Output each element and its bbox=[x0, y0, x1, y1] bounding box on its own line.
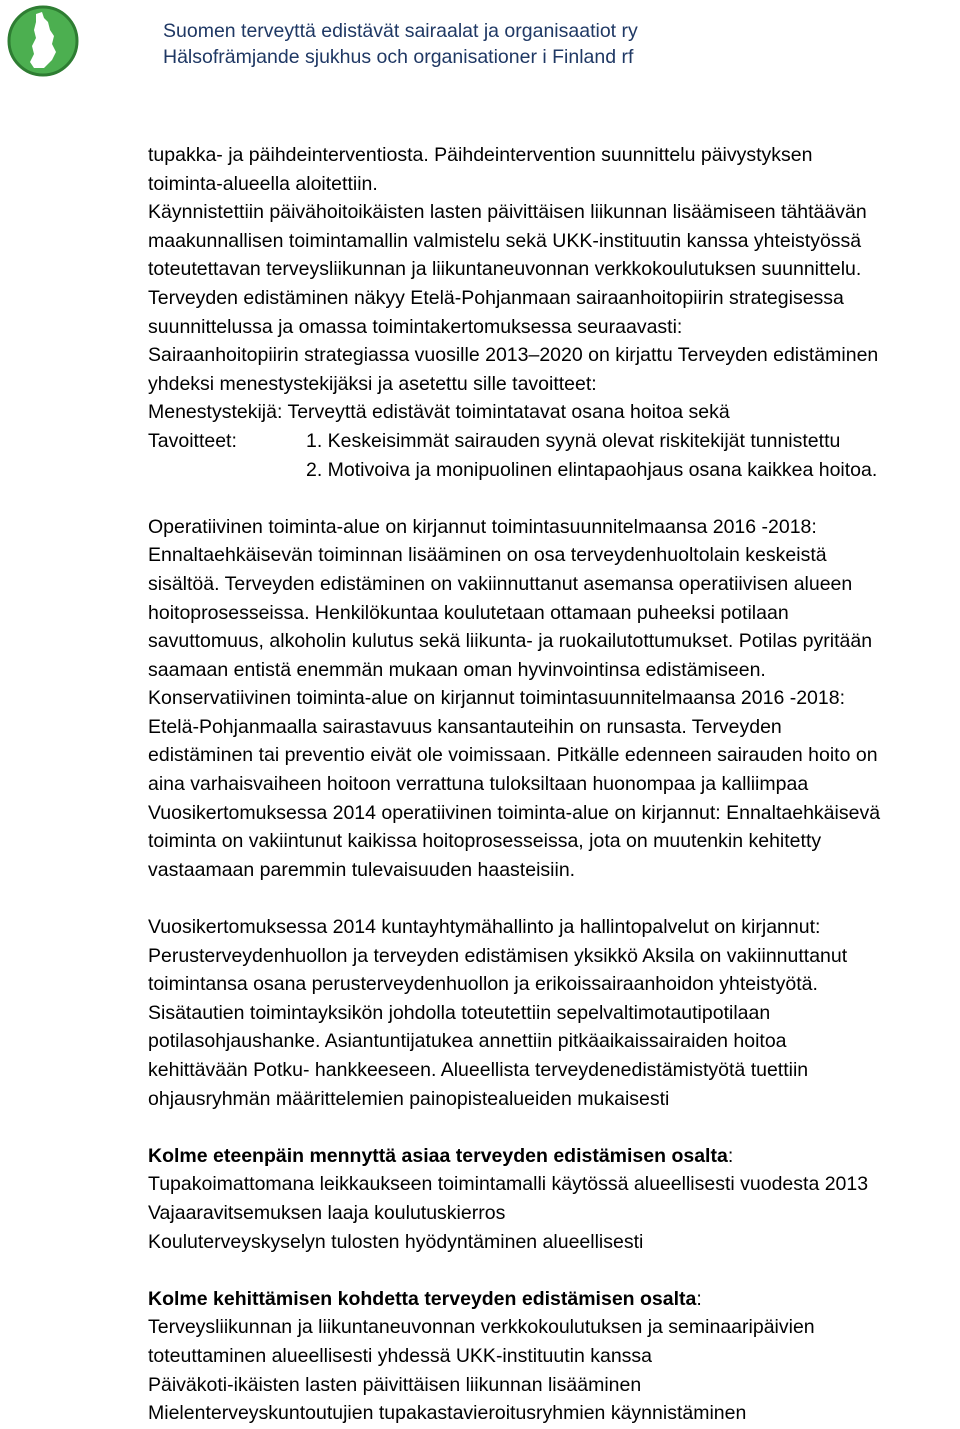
text-line: kehittävään Potku- hankkeeseen. Alueellista terveydenedistämistyötä tuettiin bbox=[148, 1059, 809, 1081]
goal-2: 2. Motivoiva ja monipuolinen elintapaohjaus osana kaikkea hoitoa. bbox=[306, 458, 878, 481]
text-line: Konservatiivinen toiminta-alue on kirjannut toimintasuunnitelmaansa 2016 -2018: bbox=[148, 687, 846, 710]
finland-map-logo-icon bbox=[6, 4, 80, 78]
organization-name bbox=[163, 18, 638, 70]
list-item: Kouluterveyskyselyn tulosten hyödyntäminen alueellisesti bbox=[148, 1230, 644, 1253]
text-line: potilasohjaushanke. Asiantuntijatukea annettiin pitkäaikaissairaiden hoitoa bbox=[148, 1030, 787, 1053]
paragraph-3 bbox=[148, 913, 960, 1113]
list-item: Tupakoimattomana leikkaukseen toimintamalli käytössä alueellisesti vuodesta 2013 bbox=[148, 1173, 869, 1196]
section-achievements bbox=[148, 1142, 960, 1256]
heading-colon: : bbox=[696, 1287, 702, 1310]
achievements-heading-text: Kolme eteenpäin mennyttä asiaa terveyden edistämisen osalta bbox=[148, 1144, 728, 1167]
text-line: toimintansa osana perusterveydenhuollon ja erikoissairaanhoidon yhteistyötä. bbox=[148, 973, 818, 996]
text-line: saamaan entistä enemmän mukaan oman hyvinvointinsa edistämiseen. bbox=[148, 658, 766, 681]
development-heading-text: Kolme kehittämisen kohdetta terveyden edistämisen osalta bbox=[148, 1287, 697, 1310]
heading-colon: : bbox=[727, 1144, 734, 1167]
text-line: suunnittelussa ja omassa toimintakertomuksessa seuraavasti: bbox=[148, 315, 683, 338]
org-name-swedish: Hälsofrämjande sjukhus och organisationer i Finland rf bbox=[163, 46, 634, 68]
text-line: Ennaltaehkäisevän toiminnan lisääminen on osa terveydenhuoltolain keskeistä bbox=[148, 544, 827, 567]
text-line: Terveyden edistäminen näkyy Etelä-Pohjanmaan sairaanhoitopiirin strategisessa bbox=[148, 286, 844, 309]
text-line: sisältöä. Terveyden edistäminen on vakiinnuttanut asemansa operatiivisen alueen bbox=[148, 572, 853, 595]
goal-1: 1. Keskeisimmät sairauden syynä olevat riskitekijät tunnistettu bbox=[306, 429, 841, 452]
development-heading bbox=[148, 1285, 960, 1314]
text-line: toiminta-alueella aloitettiin. bbox=[148, 172, 378, 195]
achievements-heading bbox=[148, 1142, 960, 1171]
list-item: Päiväkoti-ikäisten lasten päivittäisen liikunnan lisääminen bbox=[148, 1373, 642, 1396]
text-line: Menestystekijä: Terveyttä edistävät toimintatavat osana hoitoa sekä bbox=[148, 401, 730, 424]
text-line: savuttomuus, alkoholin kulutus sekä liikunta- ja ruokailutottumukset. Potilas pyritään bbox=[148, 630, 873, 653]
org-name-finnish: Suomen terveyttä edistävät sairaalat ja organisaatiot ry bbox=[163, 20, 638, 42]
goal-line-1 bbox=[148, 427, 960, 456]
text-line: aina varhaisvaiheen hoitoon verrattuna tuloksiltaan huonompaa ja kalliimpaa bbox=[148, 773, 809, 796]
text-line: vastaamaan paremmin tulevaisuuden haasteisiin. bbox=[148, 858, 576, 881]
text-line: yhdeksi menestystekijäksi ja asetettu sille tavoitteet: bbox=[148, 372, 597, 395]
text-line: toiminta on vakiintunut kaikissa hoitoprosesseissa, jota on muutenkin kehitetty bbox=[148, 830, 822, 853]
text-line: hoitoprosesseissa. Henkilökuntaa koulutetaan ottamaan puheeksi potilaan bbox=[148, 601, 789, 624]
text-line: Vuosikertomuksessa 2014 operatiivinen toiminta-alue on kirjannut: Ennaltaehkäisevä bbox=[148, 801, 881, 824]
text-line: tupakka- ja päihdeinterventiosta. Päihdeintervention suunnittelu päivystyksen bbox=[148, 144, 813, 166]
paragraph-1 bbox=[148, 141, 960, 484]
text-line: Käynnistettiin päivähoitoikäisten lasten päivittäisen liikunnan lisäämiseen tähtäävän bbox=[148, 201, 867, 224]
list-item: Mielenterveyskuntoutujien tupakastavieroitusryhmien käynnistäminen bbox=[148, 1402, 747, 1425]
text-line: Perusterveydenhuollon ja terveyden edistämisen yksikkö Aksila on vakiinnuttanut bbox=[148, 944, 848, 967]
goal-line-2 bbox=[148, 456, 960, 485]
text-line: Etelä-Pohjanmaalla sairastavuus kansantauteihin on runsasta. Terveyden bbox=[148, 715, 782, 738]
goals-label: Tavoitteet: bbox=[148, 429, 237, 452]
section-development bbox=[148, 1285, 960, 1428]
list-item: toteuttaminen alueellisesti yhdessä UKK-instituutin kanssa bbox=[148, 1344, 653, 1367]
text-line: Sairaanhoitopiirin strategiassa vuosille 2013–2020 on kirjattu Terveyden edistäminen bbox=[148, 344, 879, 367]
text-line: toteutettavan terveysliikunnan ja liikuntaneuvonnan verkkokoulutuksen suunnittelu. bbox=[148, 258, 862, 281]
text-line: Vuosikertomuksessa 2014 kuntayhtymähallinto ja hallintopalvelut on kirjannut: bbox=[148, 916, 821, 939]
document-body bbox=[148, 141, 960, 1428]
text-line: Sisätautien toimintayksikön johdolla toteutettiin sepelvaltimotautipotilaan bbox=[148, 1001, 771, 1024]
text-line: edistäminen tai preventio eivät ole voimissaan. Pitkälle edenneen sairauden hoito on bbox=[148, 744, 878, 767]
list-item: Terveysliikunnan ja liikuntaneuvonnan verkkokoulutuksen ja seminaaripäivien bbox=[148, 1316, 815, 1339]
text-line: ohjausryhmän määrittelemien painopistealueiden mukaisesti bbox=[148, 1087, 670, 1110]
text-line: maakunnallisen toimintamallin valmistelu sekä UKK-instituutin kanssa yhteistyössä bbox=[148, 229, 862, 252]
text-line: Operatiivinen toiminta-alue on kirjannut toimintasuunnitelmaansa 2016 -2018: bbox=[148, 515, 817, 538]
list-item: Vajaaravitsemuksen laaja koulutuskierros bbox=[148, 1201, 506, 1224]
paragraph-2 bbox=[148, 513, 960, 885]
